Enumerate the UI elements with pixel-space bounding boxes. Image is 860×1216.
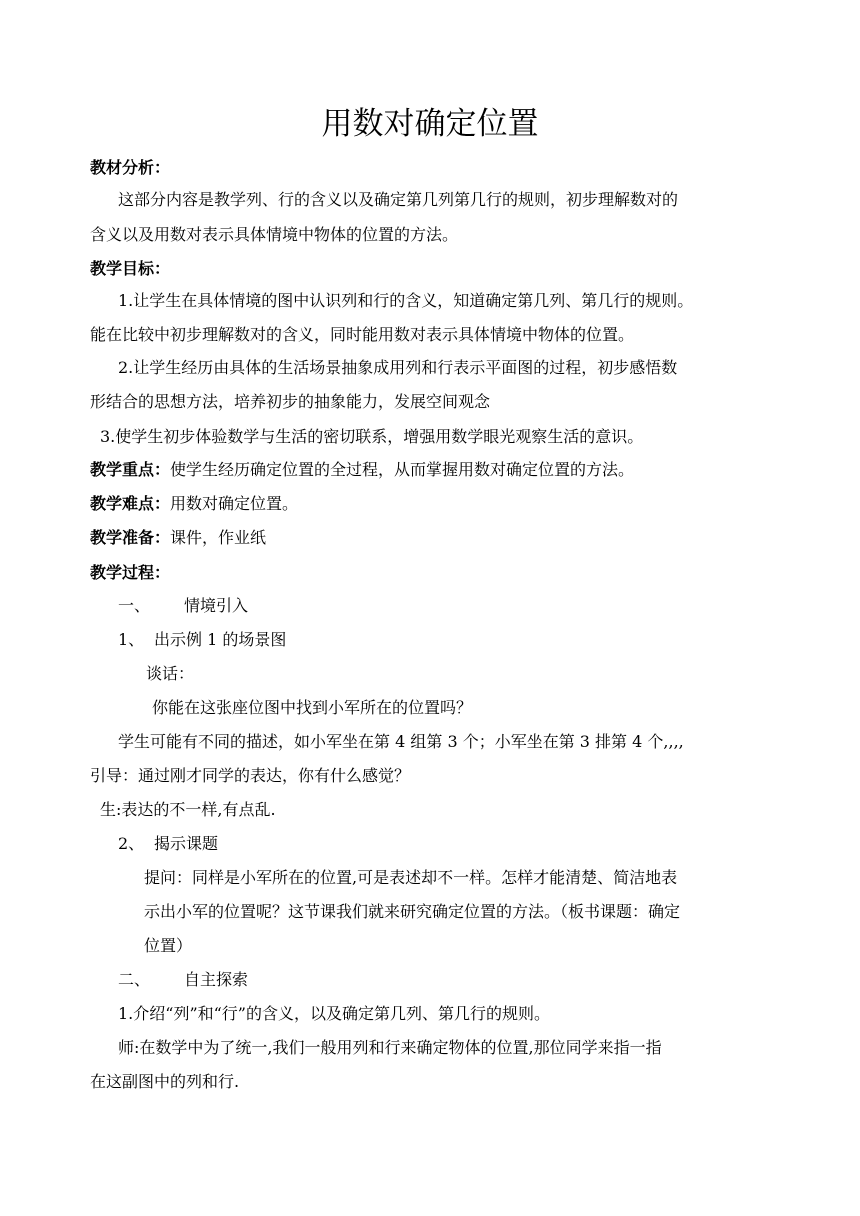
process-heading: 教学过程： bbox=[90, 563, 171, 582]
key-point-label: 教学重点： bbox=[90, 460, 171, 479]
objectives-heading: 教学目标： bbox=[90, 259, 171, 278]
ask-line-2: 示出小军的位置呢？这节课我们就来研究确定位置的方法。（板书课题：确定 bbox=[144, 902, 681, 921]
analysis-heading: 教材分析： bbox=[90, 158, 171, 177]
student-answer: 生:表达的不一样,有点乱. bbox=[100, 800, 276, 819]
talk-label: 谈话： bbox=[146, 664, 195, 683]
objectives-line-1: 1.让学生在具体情境的图中认识列和行的含义，知道确定第几列、第几行的规则。 bbox=[118, 291, 694, 310]
preparation-text: 课件，作业纸 bbox=[170, 528, 267, 547]
difficulty bbox=[90, 493, 298, 515]
section-1-1-number: 1、 bbox=[118, 630, 145, 649]
analysis-line-2: 含义以及用数对表示具体情境中物体的位置的方法。 bbox=[90, 225, 459, 244]
ask-line-1: 提问：同样是小军所在的位置,可是表述却不一样。怎样才能清楚、简洁地表 bbox=[144, 868, 678, 887]
section-2-title: 自主探索 bbox=[184, 970, 249, 989]
objectives-line-4: 形结合的思想方法，培养初步的抽象能力，发展空间观念 bbox=[90, 392, 491, 411]
section-1-1-title: 出示例 1 的场景图 bbox=[154, 630, 287, 649]
section-1-number: 一、 bbox=[118, 596, 151, 615]
section-1-2-number: 2、 bbox=[118, 834, 145, 853]
student-description: 学生可能有不同的描述，如小军坐在第 4 组第 3 个；小军坐在第 3 排第 4 个,,,, bbox=[118, 732, 684, 751]
key-point-text: 使学生经历确定位置的全过程，从而掌握用数对确定位置的方法。 bbox=[170, 460, 635, 479]
question-text: 你能在这张座位图中找到小军所在的位置吗？ bbox=[152, 698, 473, 717]
objectives-line-5: 3.使学生初步体验数学与生活的密切联系，增强用数学眼光观察生活的意识。 bbox=[100, 427, 644, 446]
objectives-line-3: 2.让学生经历由具体的生活场景抽象成用列和行表示平面图的过程，初步感悟数 bbox=[118, 358, 678, 377]
section-2-number: 二、 bbox=[118, 970, 151, 989]
preparation bbox=[90, 527, 266, 549]
section-1-title: 情境引入 bbox=[184, 596, 249, 615]
intro-text: 1.介绍“列”和“行”的含义，以及确定第几列、第几行的规则。 bbox=[118, 1004, 550, 1023]
teacher-line-1: 师:在数学中为了统一,我们一般用列和行来确定物体的位置,那位同学来指一指 bbox=[118, 1038, 662, 1057]
key-point bbox=[90, 459, 634, 481]
guide-text: 引导：通过刚才同学的表达，你有什么感觉？ bbox=[90, 766, 411, 785]
page-title: 用数对确定位置 bbox=[321, 106, 539, 142]
section-1-2-title: 揭示课题 bbox=[154, 834, 219, 853]
ask-line-3: 位置） bbox=[144, 936, 193, 955]
objectives-line-2: 能在比较中初步理解数对的含义，同时能用数对表示具体情境中物体的位置。 bbox=[90, 325, 635, 344]
difficulty-text: 用数对确定位置。 bbox=[170, 494, 299, 513]
preparation-label: 教学准备： bbox=[90, 528, 171, 547]
analysis-line-1: 这部分内容是教学列、行的含义以及确定第几列第几行的规则，初步理解数对的 bbox=[118, 190, 679, 209]
teacher-line-2: 在这副图中的列和行. bbox=[90, 1072, 240, 1091]
difficulty-label: 教学难点： bbox=[90, 494, 171, 513]
